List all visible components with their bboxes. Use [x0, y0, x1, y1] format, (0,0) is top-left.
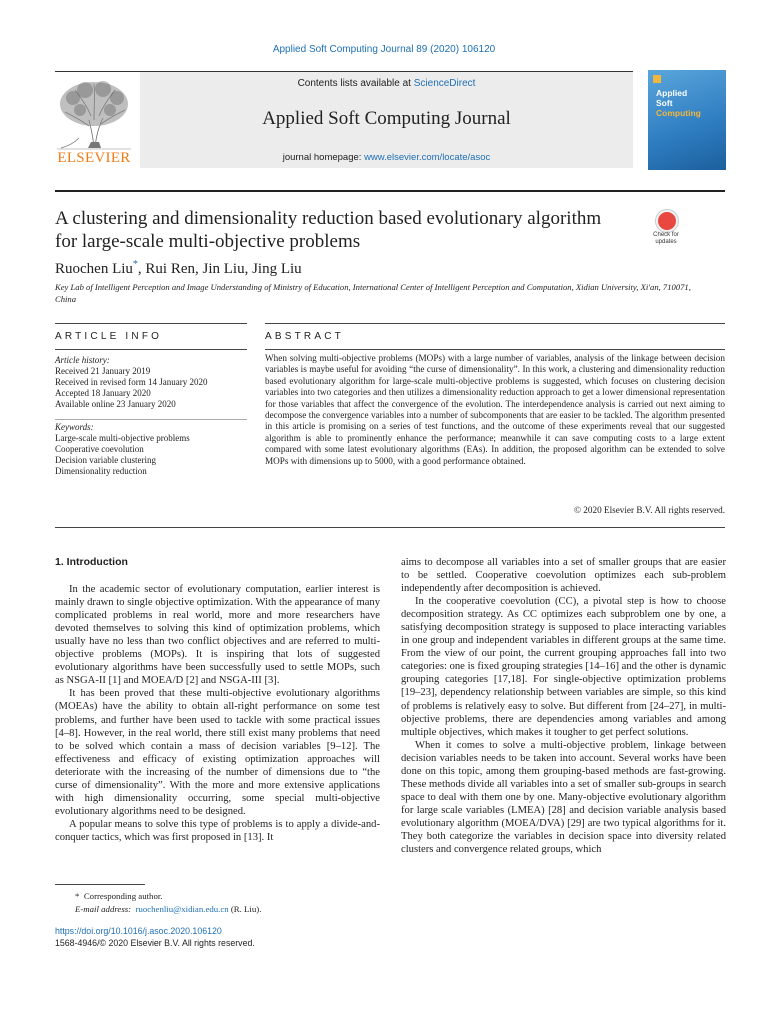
- body-paragraph: When it comes to solve a multi-objective problem, linkage between decision variables needs to be taken into account. Several works have been done on this topic, among them grouping-based methods are fast-growing. These methods divide all variables into a set of smaller sub-groups in search space to deal with them one by one. Many-objective evolutionary algorithm for large scale variables (LMEA) [28] and decision variable analysis based evolutionary algorithm (MOEA/DVA) [29] are two typical algorithms for it. They both categorize the variables in decision space into diversity related clusters and convergence related groups, which: [401, 739, 726, 856]
- section-heading-introduction: 1. Introduction: [55, 556, 128, 568]
- author-list: Ruochen Liu*, Rui Ren, Jin Liu, Jing Liu: [55, 259, 302, 277]
- email-label: E-mail address:: [75, 904, 132, 914]
- abstract-heading: ABSTRACT: [265, 331, 344, 342]
- issn-line: 1568-4946/© 2020 Elsevier B.V. All rights reserved.: [55, 938, 255, 948]
- article-info-rule-top: [55, 323, 247, 324]
- check-for-updates-badge[interactable]: [646, 210, 686, 248]
- history-label: Article history:: [55, 355, 110, 365]
- keyword-item: Decision variable clustering: [55, 455, 156, 465]
- history-item: Received 21 January 2019: [55, 366, 151, 376]
- email-link[interactable]: ruochenliu@xidian.edu.cn: [135, 904, 229, 914]
- sciencedirect-link[interactable]: ScienceDirect: [413, 78, 476, 89]
- article-info-rule-bottom: [55, 349, 247, 350]
- body-paragraph: In the cooperative coevolution (CC), a pivotal step is how to choose decomposition strategy. As CC optimizes each subproblem one by one, a satisfying decomposition strategy is supposed to place interacting variables in one group and independent variables in different groups at the same time. From the view of our point, the current grouping approaches fall into two categories: one is fixed grouping strategies [14–16] and the other is dynamic grouping categories [17,18]. For single-objective optimization problems [19–23], dependency relationship between variables are simple, so this kind of problems is relatively easy to solve. But different from [24–27], in multi-objective problems, there are dependencies among variables and among multiple objectives, which makes it tougher to get perfect solutions.: [401, 596, 726, 738]
- journal-banner: [140, 72, 633, 168]
- homepage-link[interactable]: www.elsevier.com/locate/asoc: [364, 152, 491, 163]
- body-paragraph: aims to decompose all variables into a set of smaller groups that are easier to be settled. Cooperative coevolution optimizes each sub-problem independently after decomposition is achieved.: [401, 557, 726, 595]
- affiliation: Key Lab of Intelligent Perception and Image Understanding of Ministry of Education, International Center of Intelligent Perception and Computation, Xidian University, Xi'an, 710071, China: [55, 282, 691, 304]
- keyword-item: Cooperative coevolution: [55, 444, 144, 454]
- footnote-mark: *: [75, 891, 80, 901]
- banner-bottom-rule: [55, 190, 725, 192]
- cover-title: Applied Soft Computing: [656, 88, 701, 118]
- keyword-list: [55, 422, 247, 477]
- history-item: Received in revised form 14 January 2020: [55, 377, 208, 387]
- journal-cover[interactable]: [648, 70, 726, 170]
- cover-logo-icon: [652, 74, 662, 84]
- body-column-left: [55, 556, 380, 844]
- journal-reference[interactable]: Applied Soft Computing Journal 89 (2020) 106120: [272, 44, 496, 55]
- abstract-rule-top: [265, 323, 725, 324]
- homepage-line: journal homepage: www.elsevier.com/locate/asoc: [282, 152, 491, 163]
- abstract-text: When solving multi-objective problems (MOPs) with a large number of variables, analysis of the linkage between decision variables is maybe useful for avoiding “the curse of dimensionality”. In this work, a clustering and dimensionality reduction based evolutionary algorithm for large-scale multi-objective problems is suggested, which focuses on clustering decision variables into two categories and then utilizes a dimensionality reduction approach to get a lower dimensional representation for those variables that affect the convergence of the evolution. The interdependence analysis is carried out next aiming to decompose the convergence variables into a number of subcomponents that are easier to be tackled. The algorithm presented in this article is promising on a series of test functions, and the outcome of these experiments reveal that our suggested algorithm is able to prominently enhance the performance; meanwhile it can save computing costs to a large extent compared with some latest evolutionary algorithms (EAs). In addition, the proposed algorithm can be extended to solve MOPs with dimensions up to 5000, with a good performance obtained.: [265, 353, 725, 466]
- contents-line: Contents lists available at ScienceDirect: [297, 78, 476, 89]
- footnote-rule: [55, 884, 145, 885]
- journal-title: Applied Soft Computing Journal: [262, 108, 511, 129]
- body-rule: [55, 527, 725, 528]
- keyword-item: Large-scale multi-objective problems: [55, 433, 190, 443]
- abstract-copyright: © 2020 Elsevier B.V. All rights reserved.: [574, 505, 725, 515]
- keyword-item: Dimensionality reduction: [55, 466, 147, 476]
- abstract-rule-bottom: [265, 349, 725, 350]
- email-suffix: (R. Liu).: [230, 904, 262, 914]
- article-title: A clustering and dimensionality reduction based evolutionary algorithm for large-scale multi-objective problems: [55, 208, 602, 252]
- check-updates-label: Check for updates: [653, 232, 679, 245]
- doi-link[interactable]: https://doi.org/10.1016/j.asoc.2020.106120: [55, 926, 222, 936]
- body-paragraph: A popular means to solve this type of problems is to apply a divide-and-conquer tactics, which was first proposed in [13]. It: [55, 818, 380, 843]
- history-item: Available online 23 January 2020: [55, 399, 176, 409]
- body-paragraph: It has been proved that these multi-objective evolutionary algorithms (MOEAs) have the ability to obtain all-right performance on some test problems, and further have been used to tackle with some practical issues [4–8]. However, in the real world, there still exist many problems that need to be solved which contain a mass of decision variables [9–12]. The effectiveness and efficacy of existing optimization approaches will deteriorate with the increasing of the number of dimensions due to “the curse of dimensionality”. With the more and more extensive applications with high dimensionality occurring, some special multi-objective evolutionary algorithms need to be designed.: [55, 688, 380, 817]
- body-paragraph: In the academic sector of evolutionary computation, earlier interest is mainly drawn to single objective optimization. With the appearance of many complicated problems in real world, more and more researchers have devoted themselves to solving this kind of optimization problems, which usually have no less than two conflict objectives and are referred to multi-objective problems (MOPs). It is inspiring that lots of suggested evolutionary algorithms have been successfully used to settle MOPs, such as NSGA-II [1] and MOEA/D [2] and NSGA-III [3].: [55, 584, 380, 687]
- corresponding-author-mark[interactable]: *: [132, 259, 138, 270]
- article-info-heading: ARTICLE INFO: [55, 331, 163, 342]
- keywords-label: Keywords:: [55, 422, 94, 432]
- corresponding-author-note: Corresponding author.: [83, 891, 163, 901]
- history-item: Accepted 18 January 2020: [55, 388, 151, 398]
- publisher-name: ELSEVIER: [57, 150, 131, 166]
- footnote: [55, 890, 261, 916]
- body-column-right: [401, 556, 726, 856]
- check-updates-icon: [656, 210, 678, 232]
- article-history: [55, 355, 247, 410]
- article-info-divider: [55, 419, 247, 420]
